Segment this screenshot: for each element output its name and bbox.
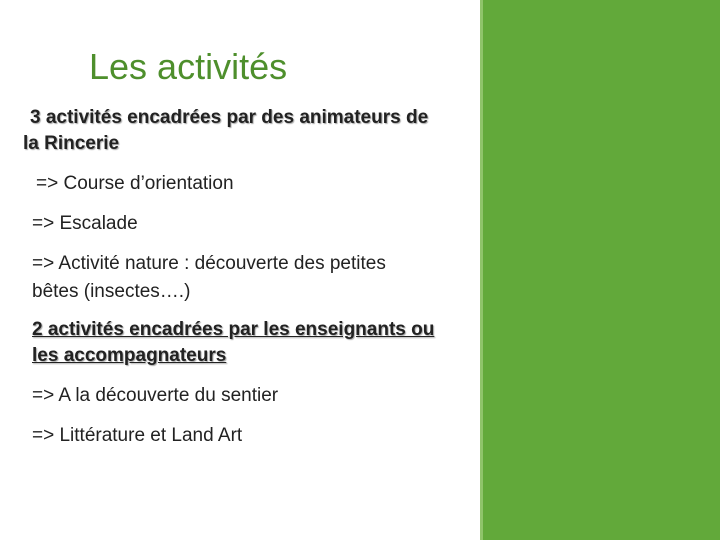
activity-nature-line1: => Activité nature : découverte des petites [32,253,386,274]
activity-course: => Course d’orientation [36,173,234,194]
activity-sentier: => A la découverte du sentier [32,385,279,406]
heading-animateurs-line2: la Rincerie [23,133,120,154]
activity-escalade: => Escalade [32,213,138,234]
green-side-panel [483,0,720,540]
heading-animateurs-line1: 3 activités encadrées par des animateurs de [30,107,429,128]
slide-title: Les activités [89,46,288,87]
heading-enseignants-line2: les accompagnateurs [32,345,227,366]
activity-nature-line2: bêtes (insectes….) [32,281,191,302]
activity-litterature: => Littérature et Land Art [32,425,243,446]
heading-enseignants-line1: 2 activités encadrées par les enseignants ou [32,319,435,340]
